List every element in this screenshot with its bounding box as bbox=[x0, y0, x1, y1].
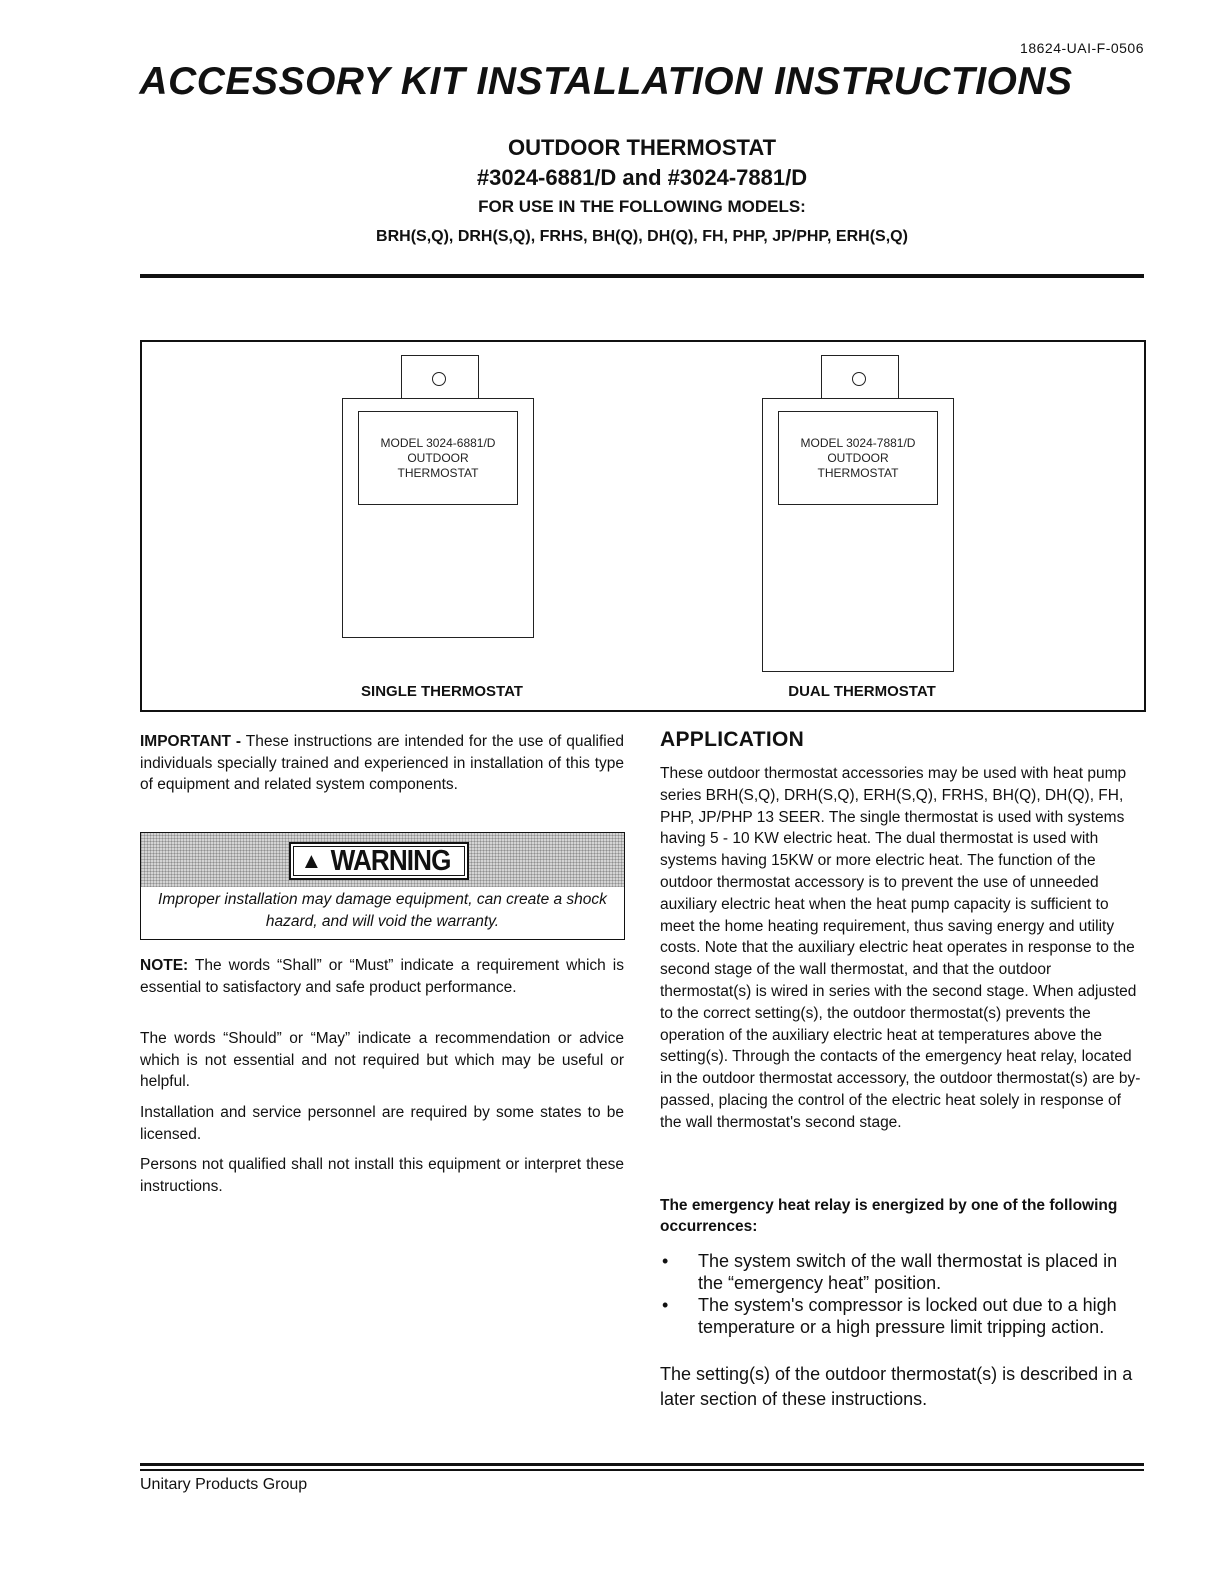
warning-banner bbox=[289, 842, 469, 880]
dual-model-text: MODEL 3024-7881/D bbox=[800, 436, 916, 450]
dual-outdoor-text: OUTDOOR bbox=[827, 451, 889, 465]
models-list: BRH(S,Q), DRH(S,Q), FRHS, BH(Q), DH(Q), FH, PHP, JP/PHP, ERH(S,Q) bbox=[376, 228, 908, 245]
bullet-icon: • bbox=[662, 1295, 669, 1315]
header-divider bbox=[140, 274, 1144, 278]
application-paragraph: These outdoor thermostat accessories may be used with heat pump series BRH(S,Q), DRH(S,Q), ERH(S,Q), FRHS, BH(Q), DH(Q), FH, PHP, JP/PHP 13 SEER. The single thermostat is used with systems having 5 - 10 KW electric heat. The dual thermostat is used with systems having 15KW or more electric heat. The function of the outdoor thermostat accessory is to prevent the use of unneeded auxiliary electric heat when the heat pump capacity is sufficient to meet the home heating requirement, thus saving energy and utility costs. Note that the auxiliary electric heat operates in response to the second stage of the wall thermostat, and that the outdoor thermostat(s) is wired in series with the second stage. When adjusted to the correct setting(s), the outdoor thermostat(s) prevents the operation of the auxiliary electric heat at temperatures above the setting(s). Through the contacts of the emergency heat relay, located in the outdoor thermostat accessory, the outdoor thermostat(s) are by-passed, placing the control of the electric heat solely in response of the wall thermostat's second stage. bbox=[660, 765, 1141, 1131]
list-item-text: The system switch of the wall thermostat is placed in the “emergency heat” position. bbox=[698, 1251, 1118, 1293]
important-label: IMPORTANT - bbox=[140, 733, 242, 750]
warning-word: WARNING bbox=[330, 844, 451, 877]
single-thermostat-mount-tab bbox=[401, 355, 479, 400]
mount-hole-icon bbox=[432, 372, 446, 386]
single-thermostat-label bbox=[358, 411, 518, 505]
dual-thermostat-mount-tab bbox=[821, 355, 899, 400]
note-text: The words “Shall” or “Must” indicate a requirement which is essential to satisfactory and safe product performance. bbox=[140, 957, 624, 996]
occurrences-heading: The emergency heat relay is energized by one of the following occurrences: bbox=[660, 1197, 1118, 1235]
footer-divider-thin bbox=[140, 1469, 1144, 1471]
warning-text: Improper installation may damage equipment, can create a shock hazard, and will void the warranty. bbox=[158, 891, 607, 930]
important-paragraph bbox=[140, 731, 624, 796]
list-item bbox=[660, 1294, 1144, 1338]
closing-paragraph: The setting(s) of the outdoor thermostat(s) is described in a later section of these instructions. bbox=[660, 1364, 1133, 1409]
single-thermostat-body bbox=[342, 398, 534, 638]
warning-triangle-icon: ▲ bbox=[300, 848, 323, 873]
footer-company: Unitary Products Group bbox=[140, 1476, 308, 1493]
list-item-text: The system's compressor is locked out due to a high temperature or a high pressure limit tripping action. bbox=[698, 1295, 1117, 1337]
models-heading: FOR USE IN THE FOLLOWING MODELS: bbox=[478, 197, 806, 216]
dual-thermostat-label bbox=[778, 411, 938, 505]
application-heading: APPLICATION bbox=[660, 728, 805, 751]
single-thermostat-text: THERMOSTAT bbox=[397, 466, 479, 480]
document-number: 18624-UAI-F-0506 bbox=[1020, 40, 1144, 56]
warning-band bbox=[141, 833, 624, 887]
warning-box bbox=[140, 832, 625, 940]
page-title: ACCESSORY KIT INSTALLATION INSTRUCTIONS bbox=[139, 60, 1073, 103]
thermostat-figure bbox=[140, 340, 1146, 712]
licensed-paragraph: Installation and service personnel are required by some states to be licensed. bbox=[140, 1104, 624, 1143]
important-text: These instructions are intended for the use of qualified individuals specially trained and experienced in installation of this type of equipment and related system components. bbox=[140, 733, 624, 793]
part-numbers: #3024-6881/D and #3024-7881/D bbox=[476, 165, 808, 190]
note-label: NOTE: bbox=[140, 957, 189, 974]
note-paragraph bbox=[140, 955, 624, 998]
should-paragraph: The words “Should” or “May” indicate a recommendation or advice which is not essential and not required but which may be useful or helpful. bbox=[140, 1030, 624, 1090]
footer-divider bbox=[140, 1463, 1144, 1466]
single-thermostat-caption: SINGLE THERMOSTAT bbox=[361, 683, 523, 700]
dual-thermostat-caption: DUAL THERMOSTAT bbox=[788, 683, 936, 700]
single-outdoor-text: OUTDOOR bbox=[407, 451, 469, 465]
dual-thermostat-body bbox=[762, 398, 954, 672]
product-name: OUTDOOR THERMOSTAT bbox=[507, 135, 777, 160]
single-model-text: MODEL 3024-6881/D bbox=[380, 436, 496, 450]
persons-paragraph: Persons not qualified shall not install this equipment or interpret these instructions. bbox=[140, 1156, 624, 1195]
bullet-icon: • bbox=[662, 1251, 669, 1271]
dual-thermostat-text: THERMOSTAT bbox=[817, 466, 899, 480]
mount-hole-icon bbox=[852, 372, 866, 386]
occurrences-list bbox=[660, 1250, 1144, 1338]
list-item bbox=[660, 1250, 1144, 1294]
